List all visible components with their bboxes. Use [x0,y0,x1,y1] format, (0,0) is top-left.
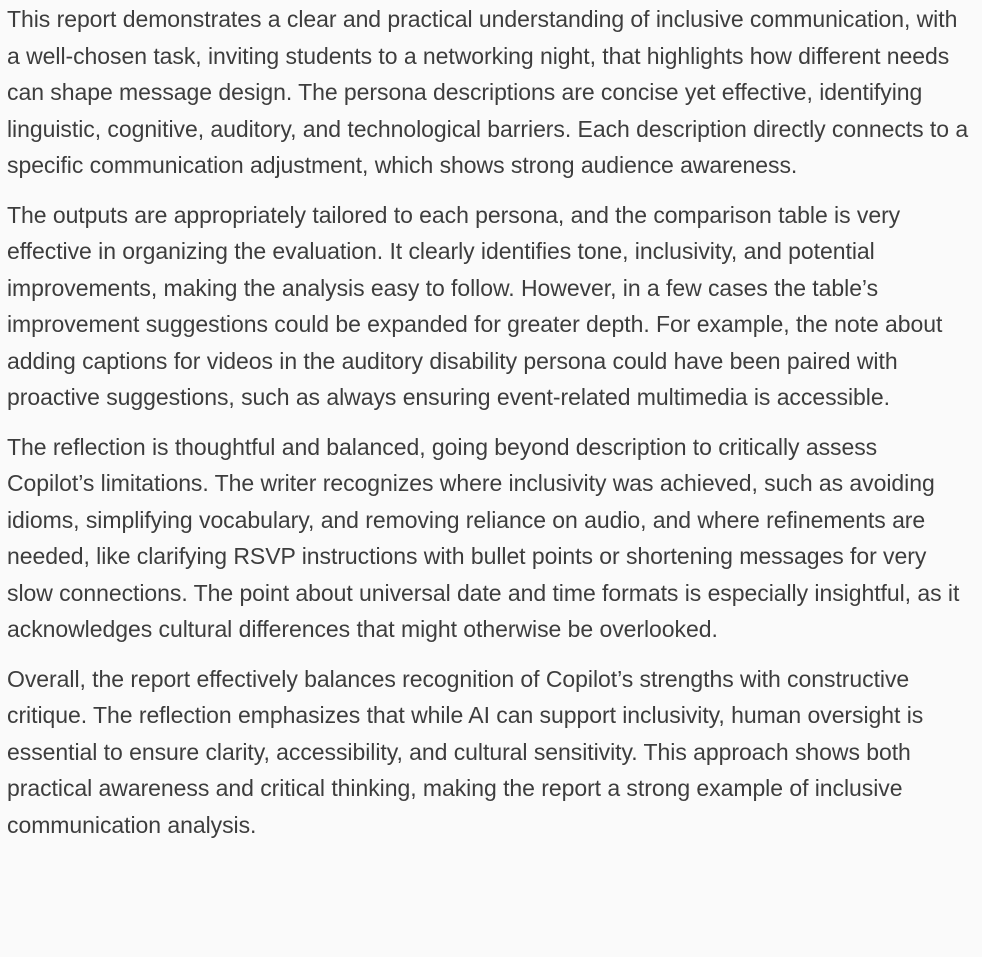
paragraph-intro-evaluation: This report demonstrates a clear and practical understanding of inclusive communication, with a well-chosen task, inviting students to a networking night, that highlights how different needs can shape message design. The persona descriptions are concise yet effective, identifying linguistic, cognitive, auditory, and technological barriers. Each description directly connects to a specific communication adjustment, which shows strong audience awareness. [7,6,969,178]
paragraph-outputs-evaluation: The outputs are appropriately tailored to each persona, and the comparison table is very effective in organizing the evaluation. It clearly identifies tone, inclusivity, and potential improvements, making the analysis easy to follow. However, in a few cases the table’s improvement suggestions could be expanded for greater depth. For example, the note about adding captions for videos in the auditory disability persona could have been paired with proactive suggestions, such as always ensuring event-related multimedia is accessible. [7,201,943,410]
feedback-text-body [0,1,982,843]
paragraph-overall-summary: Overall, the report effectively balances recognition of Copilot’s strengths with constructive critique. The reflection emphasizes that while AI can support inclusivity, human oversight is essential to ensure clarity, accessibility, and cultural sensitivity. This approach shows both practical awareness and critical thinking, making the report a strong example of inclusive communication analysis. [7,665,924,838]
paragraph-reflection-evaluation: The reflection is thoughtful and balanced, going beyond description to critically assess Copilot’s limitations. The writer recognizes where inclusivity was achieved, such as avoiding idioms, simplifying vocabulary, and removing reliance on audio, and where refinements are needed, like clarifying RSVP instructions with bullet points or shortening messages for very slow connections. The point about universal date and time formats is especially insightful, as it acknowledges cultural differences that might otherwise be overlooked. [7,433,960,642]
